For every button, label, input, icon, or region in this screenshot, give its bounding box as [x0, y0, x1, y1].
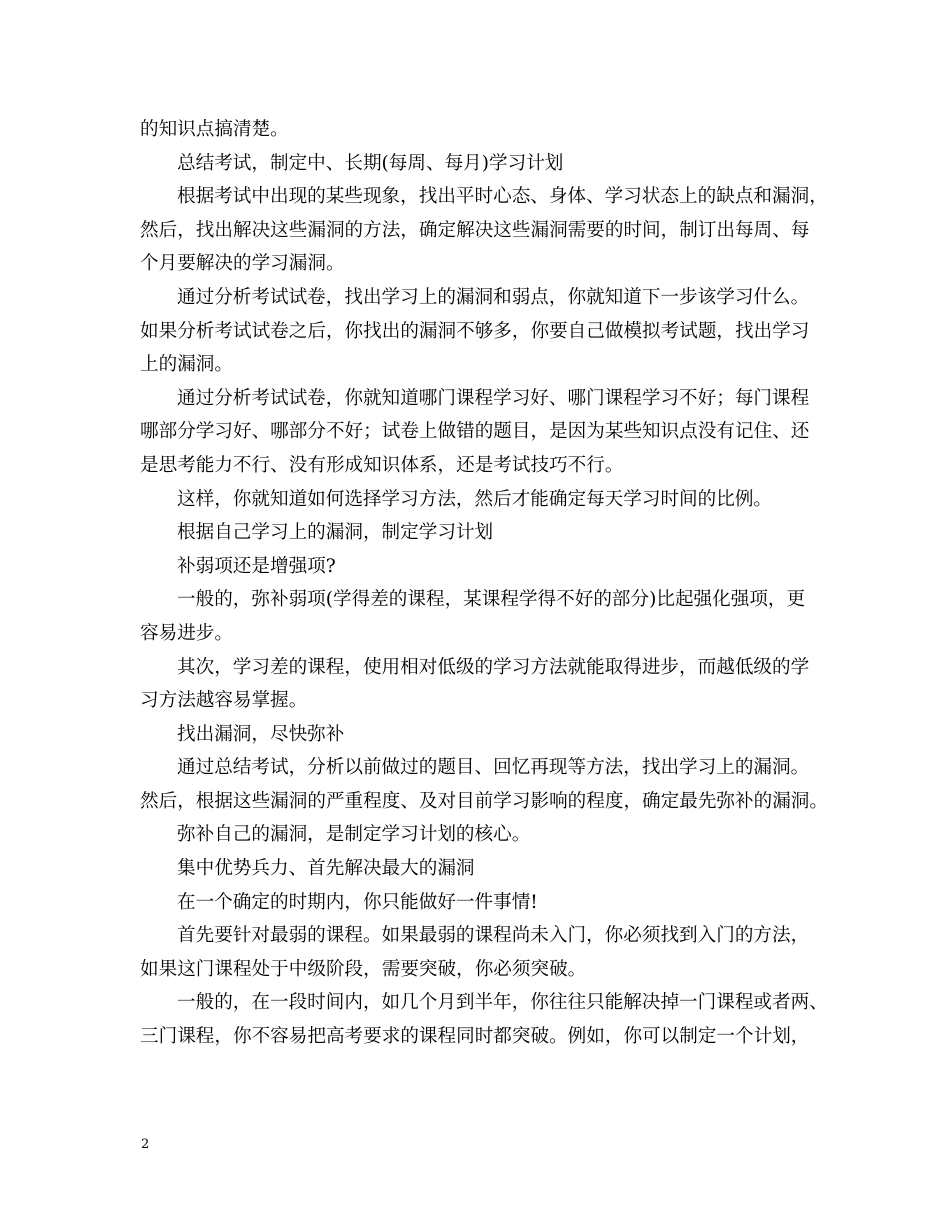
text-line: 找出漏洞，尽快弥补 — [177, 723, 345, 745]
text-line: 个月要解决的学习漏洞。 — [140, 253, 345, 275]
text-line: 根据考试中出现的某些现象，找出平时心态、身体、学习状态上的缺点和漏洞， — [177, 186, 828, 208]
text-line: 通过分析考试试卷，找出学习上的漏洞和弱点，你就知道下一步该学习什么。 — [177, 286, 810, 308]
text-line: 容易进步。 — [140, 622, 233, 644]
text-line: 的知识点搞清楚。 — [140, 119, 289, 140]
text-line: 总结考试，制定中、长期(每周、每月)学习计划 — [177, 152, 564, 174]
text-line: 在一个确定的时期内，你只能做好一件事情! — [177, 891, 538, 913]
text-line: 习方法越容易掌握。 — [140, 690, 308, 712]
text-line: 集中优势兵力、首先解决最大的漏洞 — [177, 858, 475, 880]
text-line: 补弱项还是增强项? — [177, 555, 336, 577]
text-line: 一般的，弥补弱项(学得差的课程，某课程学得不好的部分)比起强化强项，更 — [177, 589, 806, 611]
body-text — [140, 113, 830, 1054]
text-line: 然后，根据这些漏洞的严重程度、及对目前学习影响的程度，确定最先弥补的漏洞。 — [140, 790, 828, 812]
text-line: 三门课程，你不容易把高考要求的课程同时都突破。例如，你可以制定一个计划， — [140, 1026, 810, 1048]
text-line: 一般的，在一段时间内，如几个月到半年，你往往只能解决掉一门课程或者两、 — [177, 992, 828, 1014]
text-line: 哪部分学习好、哪部分不好；试卷上做错的题目，是因为某些知识点没有记住、还 — [140, 421, 810, 443]
page-number: 2 — [141, 1137, 150, 1152]
text-line: 如果分析考试试卷之后，你找出的漏洞不够多，你要自己做模拟考试题，找出学习 — [140, 320, 810, 342]
text-line: 通过总结考试，分析以前做过的题目、回忆再现等方法，找出学习上的漏洞。 — [177, 757, 810, 779]
text-line: 弥补自己的漏洞，是制定学习计划的核心。 — [177, 824, 531, 846]
text-line: 是思考能力不行、没有形成知识体系，还是考试技巧不行。 — [140, 454, 624, 476]
text-line: 其次，学习差的课程，使用相对低级的学习方法就能取得进步，而越低级的学 — [177, 656, 810, 678]
text-line: 根据自己学习上的漏洞，制定学习计划 — [177, 522, 494, 544]
text-line: 这样，你就知道如何选择学习方法，然后才能确定每天学习时间的比例。 — [177, 488, 773, 510]
text-line: 然后，找出解决这些漏洞的方法，确定解决这些漏洞需要的时间，制订出每周、每 — [140, 219, 810, 241]
text-line: 首先要针对最弱的课程。如果最弱的课程尚未入门，你必须找到入门的方法， — [177, 925, 810, 947]
text-line: 通过分析考试试卷，你就知道哪门课程学习好、哪门课程学习不好；每门课程 — [177, 387, 810, 409]
text-line: 如果这门课程处于中级阶段，需要突破，你必须突破。 — [140, 958, 587, 980]
text-line: 上的漏洞。 — [140, 354, 233, 376]
